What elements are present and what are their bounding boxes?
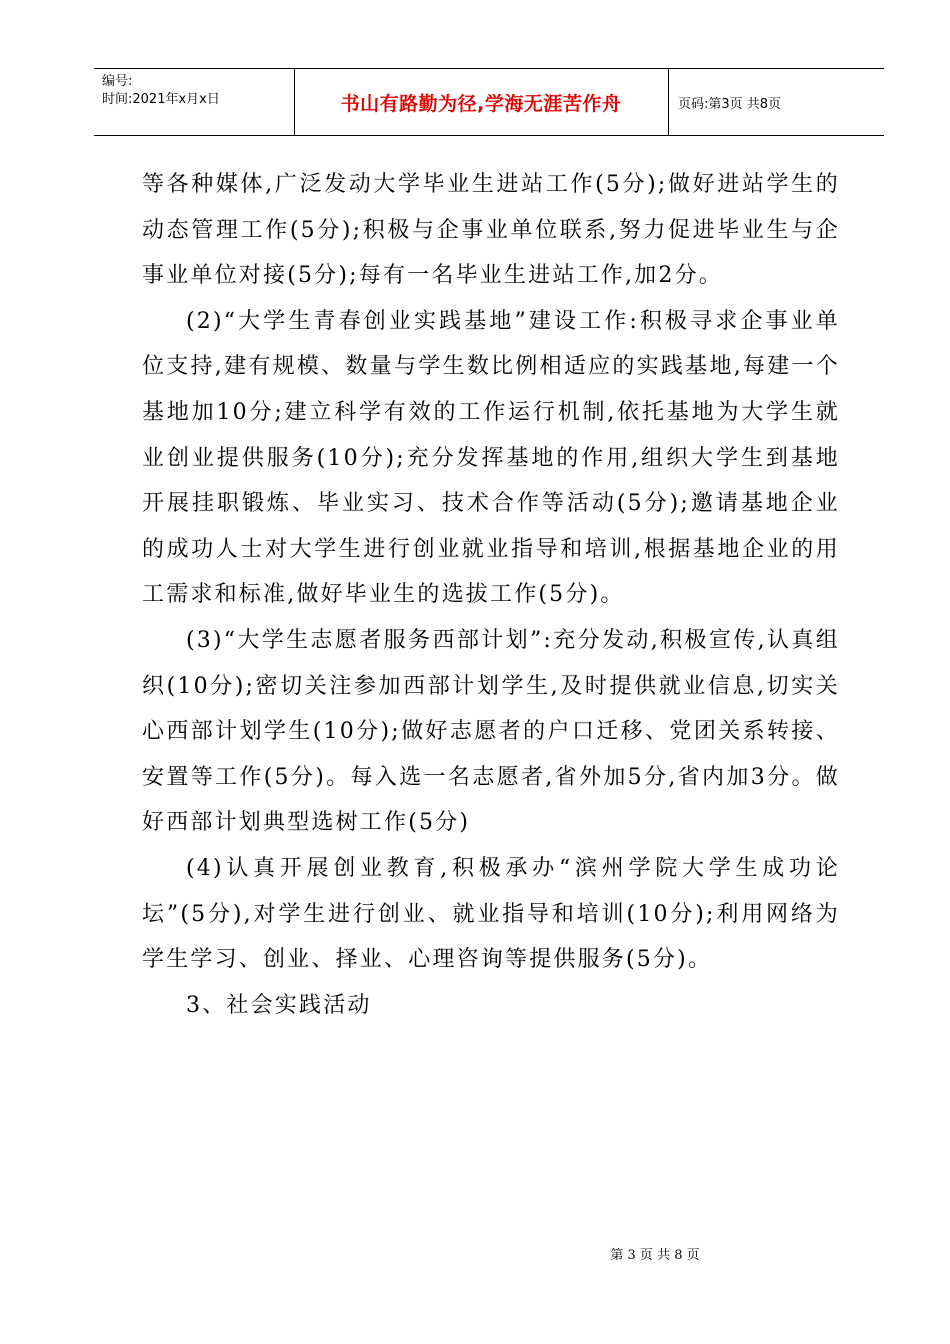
document-number-label: 编号: <box>102 74 133 89</box>
body-paragraph: (2)“大学生青春创业实践基地”建设工作:积极寻求企事业单位支持,建有规模、数量与学生数比例相适应的实践基地,每建一个基地加10分;建立科学有效的工作运行机制,依托基地为大学生就业创业提供服务(10分);充分发挥基地的作用,组织大学生到基地开展挂职锻炼、毕业实习、技术合作等活动(5分);邀请基地企业的成功人士对大学生进行创业就业指导和培训,根据基地企业的用工需求和标准,做好毕业生的选拔工作(5分)。 <box>142 308 840 608</box>
header-meta <box>102 73 292 109</box>
document-time-label: 时间:2021年x月x日 <box>102 92 220 107</box>
document-header <box>94 68 884 136</box>
header-page-number: 页码:第3页 共8页 <box>678 96 782 112</box>
body-paragraph: (3)“大学生志愿者服务西部计划”:充分发动,积极宣传,认真组织(10分);密切关注参加西部计划学生,及时提供就业信息,切实关心西部计划学生(10分);做好志愿者的户口迁移、党团关系转接、安置等工作(5分)。每入选一名志愿者,省外加5分,省内加3分。做好西部计划典型选树工作(5分) <box>142 627 840 836</box>
header-divider-right <box>668 69 669 135</box>
header-motto: 书山有路勤为径,学海无涯苦作舟 <box>340 92 622 115</box>
section-heading: 3、社会实践活动 <box>186 992 372 1018</box>
page-footer: 第 3 页 共 8 页 <box>610 1248 700 1263</box>
document-body <box>142 162 840 1028</box>
body-paragraph: 等各种媒体,广泛发动大学毕业生进站工作(5分);做好进站学生的动态管理工作(5分);积极与企事业单位联系,努力促进毕业生与企事业单位对接(5分);每有一名毕业生进站工作,加2分。 <box>142 172 840 289</box>
body-paragraph: (4)认真开展创业教育,积极承办“滨州学院大学生成功论坛”(5分),对学生进行创业、就业指导和培训(10分);利用网络为学生学习、创业、择业、心理咨询等提供服务(5分)。 <box>142 855 840 973</box>
